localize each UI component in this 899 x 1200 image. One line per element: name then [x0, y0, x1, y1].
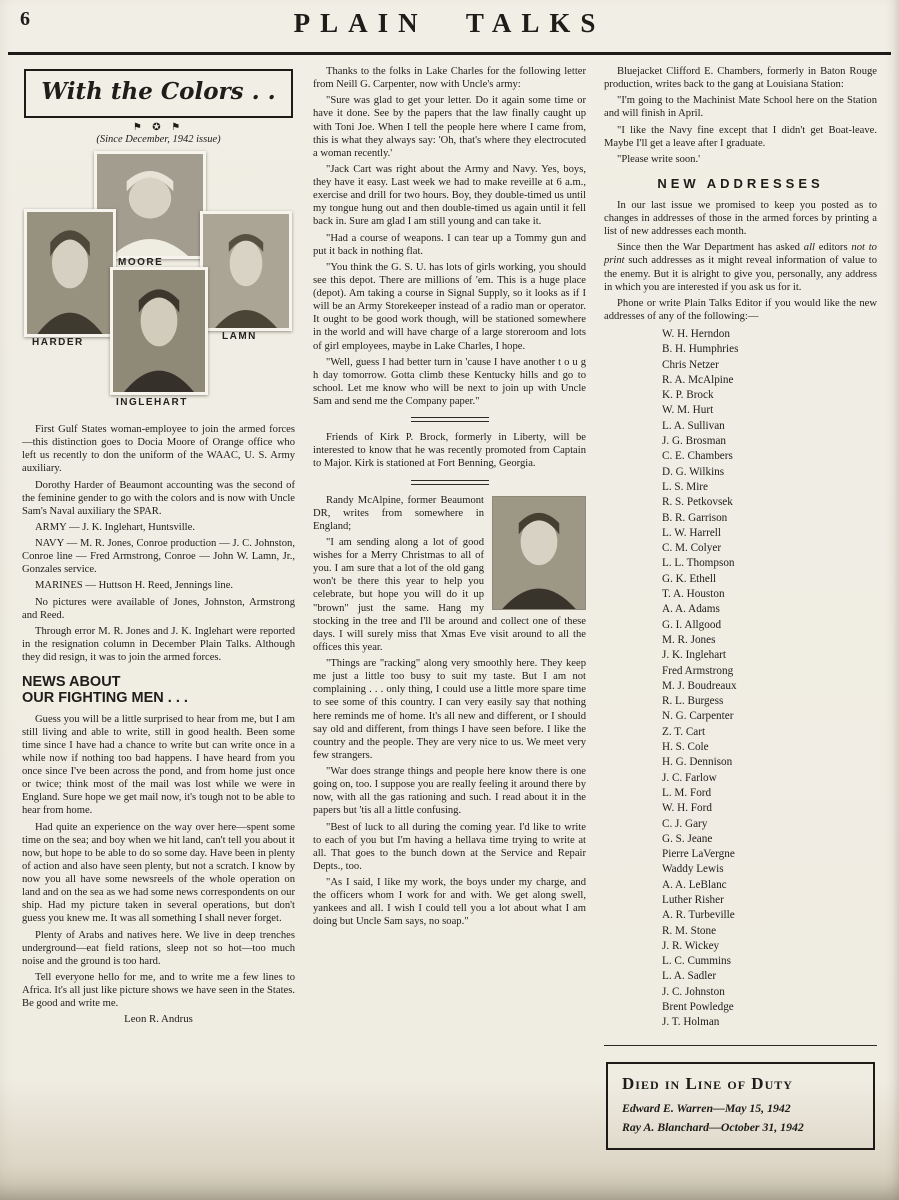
photo-label-harder: HARDER: [32, 337, 84, 348]
name-item: C. M. Colyer: [662, 542, 722, 555]
paragraph: "Well, guess I had better turn in 'cause I have another t o u g h day tomorrow. Gotta climb these Kentucky hills and go to school. Let me know who will be next to join up with Uncle Sam and send me the Company paper.": [313, 356, 586, 407]
addresses-paragraph-2: [604, 241, 877, 294]
fighting-men-heading: [22, 674, 295, 706]
name-item: M. J. Boudreaux: [662, 679, 737, 692]
name-item: Brent Powledge: [662, 1001, 734, 1014]
addresses-paragraph-3: Phone or write Plain Talks Editor if you would like the new addresses of any of the following:—: [604, 297, 877, 322]
right-column: [604, 65, 877, 1150]
text-segment: such addresses as it might reveal information of value to the enemy. But it is alright to give you, personally, any address in which you are interested if you ask us for it.: [604, 255, 877, 293]
name-item: C. E. Chambers: [662, 450, 733, 463]
left-column: [22, 65, 295, 1150]
name-item: L. A. Sadler: [662, 970, 717, 983]
chambers-note: [604, 65, 877, 166]
middle-column: [313, 65, 586, 1150]
portrait-photo-icon: [493, 497, 585, 609]
name-item: A. R. Turbeville: [662, 909, 735, 922]
fighting-men-letter: [22, 713, 295, 1011]
name-item: Pierre LaVergne: [662, 848, 735, 861]
colors-feature-title: With the Colors . .: [41, 78, 276, 105]
paragraph: "Had a course of weapons. I can tear up a Tommy gun and put it back in nothing flat.: [313, 232, 586, 257]
rule-above-died-box: [604, 1045, 877, 1046]
name-item: A. A. Adams: [662, 603, 720, 616]
paragraph: "I'm going to the Machinist Mate School here on the Station and will finish in April.: [604, 95, 877, 120]
name-item: H. S. Cole: [662, 741, 709, 754]
page-number: 6: [20, 8, 30, 30]
name-item: M. R. Jones: [662, 633, 716, 646]
paragraph: Bluejacket Clifford E. Chambers, formerly in Baton Rouge production, writes back to the gang at Louisiana Station:: [604, 66, 877, 91]
died-box-entries: [622, 1099, 859, 1137]
name-item: Luther Risher: [662, 893, 724, 906]
name-item: R. S. Petkovsek: [662, 496, 733, 509]
name-item: R. A. McAlpine: [662, 373, 734, 386]
name-item: H. G. Dennison: [662, 756, 733, 769]
paragraph: "Best of luck to all during the coming year. I'd like to write to each of you but I'm having a hellava time trying to write at all. That goes to the bunch down at the Service and Repair Depts., too.: [313, 821, 586, 872]
name-item: L. M. Ford: [662, 786, 712, 799]
paragraph: First Gulf States woman-employee to join the armed forces—this distinction goes to Docia Moore of Orange office who left us recently to don the uniform of the WAAC, U. S. Army auxiliary.: [22, 424, 295, 475]
name-item: T. A. Houston: [662, 588, 725, 601]
columns-container: [0, 55, 899, 1150]
name-item: J. C. Johnston: [662, 985, 725, 998]
paragraph: Guess you will be a little surprised to hear from me, but I am still living and able to write, still in good health. Been some time since I have had a chance to write but can write once in a while now if nothing too bad happens. I have heard from you once since I've been across the pond, and from home just once or twice; think most of the mail was lost while we were in England. Sure hope we get mail now, it's tough not to be able to hear from home.: [22, 713, 295, 817]
name-item: B. R. Garrison: [662, 511, 728, 524]
text-segment: Since then the War Department has asked: [617, 242, 804, 254]
photo-harder: [24, 209, 116, 337]
italic-segment: all: [803, 242, 815, 254]
died-entry: Edward E. Warren—May 15, 1942: [622, 1100, 791, 1115]
name-item: L. W. Harrell: [662, 526, 722, 539]
new-addresses-heading: NEW ADDRESSES: [657, 175, 824, 191]
heading-line: NEWS ABOUT: [22, 674, 121, 691]
photo-lamn: [200, 211, 292, 331]
colors-feature-box: [24, 69, 293, 118]
paragraph: "Please write soon.': [617, 153, 701, 165]
flags-decoration-icon: ⚑ ✪ ⚑: [132, 122, 185, 133]
portrait-photo-icon: [203, 214, 289, 328]
paragraph: No pictures were available of Jones, Johnston, Armstrong and Reed.: [22, 596, 295, 621]
name-item: D. G. Wilkins: [662, 465, 725, 478]
paragraph: "As I said, I like my work, the boys under my charge, and the officers whom I work for and with. We get along swell, yankees and all. I wish I could tell you a lot about what I am doing but Uncle Sam says, no soap.": [313, 877, 586, 928]
name-item: Fred Armstrong: [662, 664, 734, 677]
name-item: W. H. Ford: [662, 802, 712, 815]
name-item: N. G. Carpenter: [662, 710, 734, 723]
name-item: Chris Netzer: [662, 358, 719, 371]
paragraph: MARINES — Huttson H. Reed, Jennings line.: [35, 580, 234, 592]
name-item: J. G. Brosman: [662, 435, 727, 448]
portrait-photo-icon: [113, 270, 205, 392]
letter-signature: Leon R. Andrus: [124, 1013, 193, 1026]
name-item: J. T. Holman: [662, 1016, 720, 1029]
paragraph: NAVY — M. R. Jones, Conroe production — J. C. Johnston, Conroe line — Fred Armstrong, Conroe — John W. Lamn, Jr., Gonzales service.: [22, 538, 295, 576]
name-item: K. P. Brock: [662, 389, 714, 402]
name-item: A. A. LeBlanc: [662, 878, 727, 891]
name-item: G. I. Allgood: [662, 618, 722, 631]
name-item: W. H. Herndon: [662, 328, 730, 340]
photo-mcalpine: [492, 496, 586, 610]
name-item: L. L. Thompson: [662, 557, 735, 570]
photo-label-inglehart: INGLEHART: [116, 397, 188, 408]
paragraph: Dorothy Harder of Beaumont accounting was the second of the feminine gender to go with the colors and is now with Uncle Sam's Naval auxiliary the SPAR.: [22, 479, 295, 517]
paragraph: "I am sending along a lot of good wishes for a Merry Christmas to all of you. I am sure that a lot of the old gang won't be there this year to help you celebrate, but hope you will do it up "brown" just the same. Hang my stocking in the tree and I'll be around and collect one of these days. I will surely miss that Xmas Eve visit around to all the offices this year.: [313, 536, 586, 653]
paragraph: Tell everyone hello for me, and to write me a few lines to Africa. It's all just like picture shows we have seen in the States. Be good and write me.: [22, 971, 295, 1010]
colors-feature-subtitle: (Since December, 1942 issue): [96, 134, 221, 145]
name-item: R. L. Burgess: [662, 695, 724, 708]
text-segment: editors: [814, 242, 852, 254]
name-item: G. K. Ethell: [662, 572, 717, 585]
name-item: L. A. Sullivan: [662, 419, 725, 432]
page-header: [0, 0, 899, 48]
name-item: W. M. Hurt: [662, 404, 714, 417]
section-divider: [411, 480, 489, 485]
photo-label-lamn: LAMN: [222, 331, 257, 342]
heading-line: OUR FIGHTING MEN . . .: [22, 690, 188, 707]
paragraph: Through error M. R. Jones and J. K. Inglehart were reported in the resignation column in December Plain Talks. Although they did resign, it was to join the armed forces.: [22, 625, 295, 663]
died-box-heading: Died in Line of Duty: [622, 1073, 793, 1093]
paragraph: ARMY — J. K. Inglehart, Huntsville.: [35, 521, 195, 533]
paragraph: "You think the G. S. U. has lots of girls working, you should see this depot. There are millions of 'em. This is a huge place (depot). Am taking a course in Signal Supply, so it looks as if I will be an Army Storekeeper instead of a radio man or operator. It ought to be good work though, will be stationed somewhere in the world and will have charge of a large storeroom and lots of girl employees, maybe in Lake Charles, I hope.: [313, 261, 586, 352]
paragraph: Plenty of Arabs and natives here. We live in deep trenches underground—eat field rations, sleep not so hot—too much noise and the ground is too hard.: [22, 929, 295, 967]
name-item: J. K. Inglehart: [662, 649, 727, 662]
addresses-name-list: [604, 327, 877, 1031]
photo-inglehart: [110, 267, 208, 395]
brock-note: Friends of Kirk P. Brock, formerly in Liberty, will be interested to know that he was recently promoted from Captain to Major. Kirk is stationed at Fort Benning, Georgia.: [313, 432, 586, 470]
name-item: G. S. Jeane: [662, 832, 713, 845]
died-entry: Ray A. Blanchard—October 31, 1942: [622, 1119, 804, 1134]
portrait-photo-icon: [27, 212, 113, 334]
addresses-paragraph-1: In our last issue we promised to keep you posted as to changes in addresses of those in the armed forces by printing a list of new addresses each month.: [604, 199, 877, 238]
paragraph: "Jack Cart was right about the Army and Navy. Yes, boys, they have it easy. Last week we had to make reveille at 6 a.m., exercise and drill for two hours. Boy, they double-timed us until my tongue hung out and then double-timed us again until it fell back in. Sure am glad I am still young and can take it.: [313, 163, 586, 228]
name-item: L. S. Mire: [662, 480, 708, 493]
photo-collage: [22, 151, 295, 415]
name-item: J. C. Farlow: [662, 771, 717, 784]
italic-segment: not to print: [604, 242, 877, 267]
mcalpine-section: [313, 494, 586, 932]
name-item: C. J. Gary: [662, 817, 708, 830]
name-item: L. C. Cummins: [662, 955, 731, 968]
died-in-line-of-duty-box: [606, 1062, 875, 1151]
carpenter-letter: [313, 65, 586, 408]
paragraph: "Sure was glad to get your letter. Do it again some time or have it done. See by the papers that the law finally caught up with Toni Joe. When I tell the people here where I came from, this is what they always say: 'Oh, that's where they electrocuted a woman recently.': [313, 95, 586, 159]
paragraph: Thanks to the folks in Lake Charles for the following letter from Neill G. Carpenter, now with Uncle's army:: [313, 66, 586, 91]
paragraph: Had quite an experience on the way over here—spent some time on the sea; and boy when we hit land, can't tell you about it now, but hope to be able to do so some day. Have been in plenty of action and also have seen plenty, but not a scratch. I know by now you all have some newsreels of the whole operation on land and on the sea as we had some news correspondents on our ship. Had my picture taken in several operations, but don't guess you knew me. It was all something I shall never forget.: [22, 821, 295, 925]
name-item: R. M. Stone: [662, 924, 717, 937]
name-item: B. H. Humphries: [662, 343, 739, 356]
name-item: Waddy Lewis: [662, 863, 724, 876]
section-divider: [411, 417, 489, 422]
colors-feature-paragraphs: [22, 423, 295, 664]
paragraph: "Things are "racking" along very smoothly here. They keep me just a little too busy to suit my taste. But I am not complaining . . . only thing, I could use a little more spare time to see some of this country. I can very easily say that nothing here reminds me of home. It's all new and different, or I should say old and different, from things I have seen before. I like the country and the people. They are very nice to us. We meet very few strangers.: [313, 658, 586, 761]
paragraph: "I like the Navy fine except that I didn't get Boat-leave. Maybe I'll get a leave after I graduate.: [604, 124, 877, 149]
masthead-title: PLAIN TALKS: [293, 8, 606, 38]
photo-label-moore: MOORE: [118, 257, 164, 268]
name-item: Z. T. Cart: [662, 725, 706, 738]
paragraph: "War does strange things and people here know there is one going on, too. I suppose you are really feeling it around there by now, with all the gas rationing and such. I read about it in the papers but 'tis all a little confusing.: [313, 766, 586, 817]
mcalpine-intro: Randy McAlpine, former Beaumont DR, writes from somewhere in England;: [313, 494, 484, 532]
name-item: J. R. Wickey: [662, 939, 720, 952]
